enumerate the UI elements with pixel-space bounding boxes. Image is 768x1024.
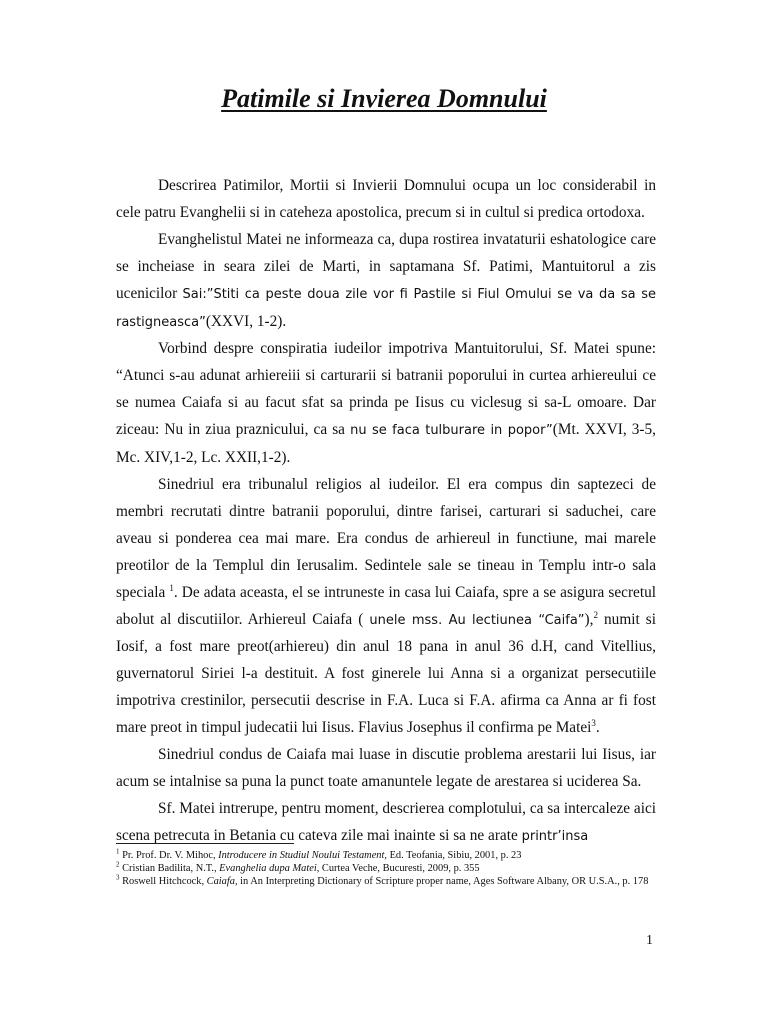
footnote-ref-3: 3 [591,718,596,729]
paragraph-4-text-f: . [595,719,600,737]
paragraph-3-text: Vorbind despre conspiratia iudeilor impotriva Mantuitorului, Sf. Matei spune: “Atunci s-au adunat arhiereiii si carturarii si batranii poporului in curtea arhiereului ce se numea Caiafa si au facut sfat sa prinda pe Iisus cu viclesug si sa-L omoare. Dar ziceau: Nu in ziua praznicului, ca sa [116,340,656,439]
page-title: Patimile si Invierea Domnului [221,84,547,113]
paragraph-2-text: Evanghelistul Matei ne informeaza ca, dupa rostirea invataturii eshatologice care se incheiase in seara zilei de Marti, in saptamana Sf. Patimi, Mantuitorul a zis ucenicilor [116,230,656,302]
footnote-number: 3 [116,873,120,882]
paragraph-2-quote: Sai:”Stiti ca peste doua zile vor fi Pastile si Fiul Omului se va da sa se rastigneasca” [116,286,657,330]
footnote-3 [116,875,661,888]
footnote-number: 2 [116,860,120,869]
paragraph-4 [116,472,656,742]
footnote-author: Cristian Badilita, N.T., [122,863,220,875]
paragraph-3 [116,336,656,472]
page-number: 1 [646,933,653,948]
paragraph-4-text-e: numit si Iosif, a fost mare preot(arhiereu) din anul 18 pana in anul 36 d.H, cand Vitellius, guvernatorul Siriei l-a destituit. A fost ginerele lui Anna si a organizat persecutiile impotriva crestinilor, persecutii descrise in F.A. Luca si F.A. afirma ca Anna ar fi fost mare preot in timpul judecatii lui Iisus. Flavius Josephus il confirma pe Matei [116,610,656,737]
footnote-1 [116,849,661,862]
paragraph-4-text-b: . De adata aceasta, el se intruneste in casa lui Caiafa, spre a se asigura secretul abolut al discutiilor. Arhiereul Caiafa ( [116,583,656,628]
footnote-ref-1: 1 [169,582,174,593]
footnote-author: Roswell Hitchcock, [122,876,207,888]
footnote-title: Introducere in Studiul Noului Testament [218,850,385,861]
footnote-author: Pr. Prof. Dr. V. Mihoc, [122,850,219,861]
footnote-ref-2: 2 [593,609,598,620]
document-body [116,173,656,851]
paragraph-6-end: printr’insa [521,828,589,844]
paragraph-5: Sinedriul condus de Caiafa mai luase in discutie problema arestarii lui Iisus, iar acum se intalnise sa puna la punct toate amanuntele legate de arestarea si uciderea Sa. [116,746,656,790]
paragraph-3-quote: nu se faca tulburare in popor” [350,423,553,439]
paragraph-2 [116,227,656,337]
footnote-divider [116,843,294,844]
footnote-title: Caiafa, [206,876,238,888]
paragraph-2-ref: (XXVI, 1-2). [205,312,287,330]
paragraph-3-ref: (Mt. XXVI, 3-5, Mc. XIV,1-2, Lc. XXII,1-2). [116,421,657,467]
footnote-publisher: , Curtea Veche, Bucuresti, 2009, p. 355 [316,863,480,875]
footnote-2 [116,862,661,875]
paragraph-6-text: Sf. Matei intrerupe, pentru moment, descrierea complotului, ca sa intercaleze aici scena petrecuta in Betania cu cateva zile mai inainte si sa ne arate [116,799,656,844]
paragraph-4-note: unele mss. Au lectiunea “Caifa” [369,612,585,628]
footnote-number: 1 [116,847,120,856]
paragraph-4-text-a: Sinedriul era tribunalul religios al iudeilor. El era compus din saptezeci de membri recrutati dintre batranii poporului, dintre farisei, carturari si saduchei, care aveau si ponderea cea mai mare. Era condus de arhiereul in functiune, mai marele preotilor de la Templul din Ierusalim. Sedintele sale se tineau in Templu intr-o sala speciala [116,475,656,601]
footnote-title: Evanghelia dupa Matei [219,863,317,875]
footnotes [116,849,661,889]
paragraph-4-text-d: ), [584,610,594,628]
paragraph-1: Descrirea Patimilor, Mortii si Invierii Domnului ocupa un loc considerabil in cele patru Evanghelii si in cateheza apostolica, precum si in cultul si predica ortodoxa. [116,177,656,221]
footnote-publisher: , Ed. Teofania, Sibiu, 2001, p. 23 [384,850,522,861]
footnote-publisher: in An Interpreting Dictionary of Scripture proper name, Ages Software Albany, OR U.S.A., p. 178 [237,876,649,888]
